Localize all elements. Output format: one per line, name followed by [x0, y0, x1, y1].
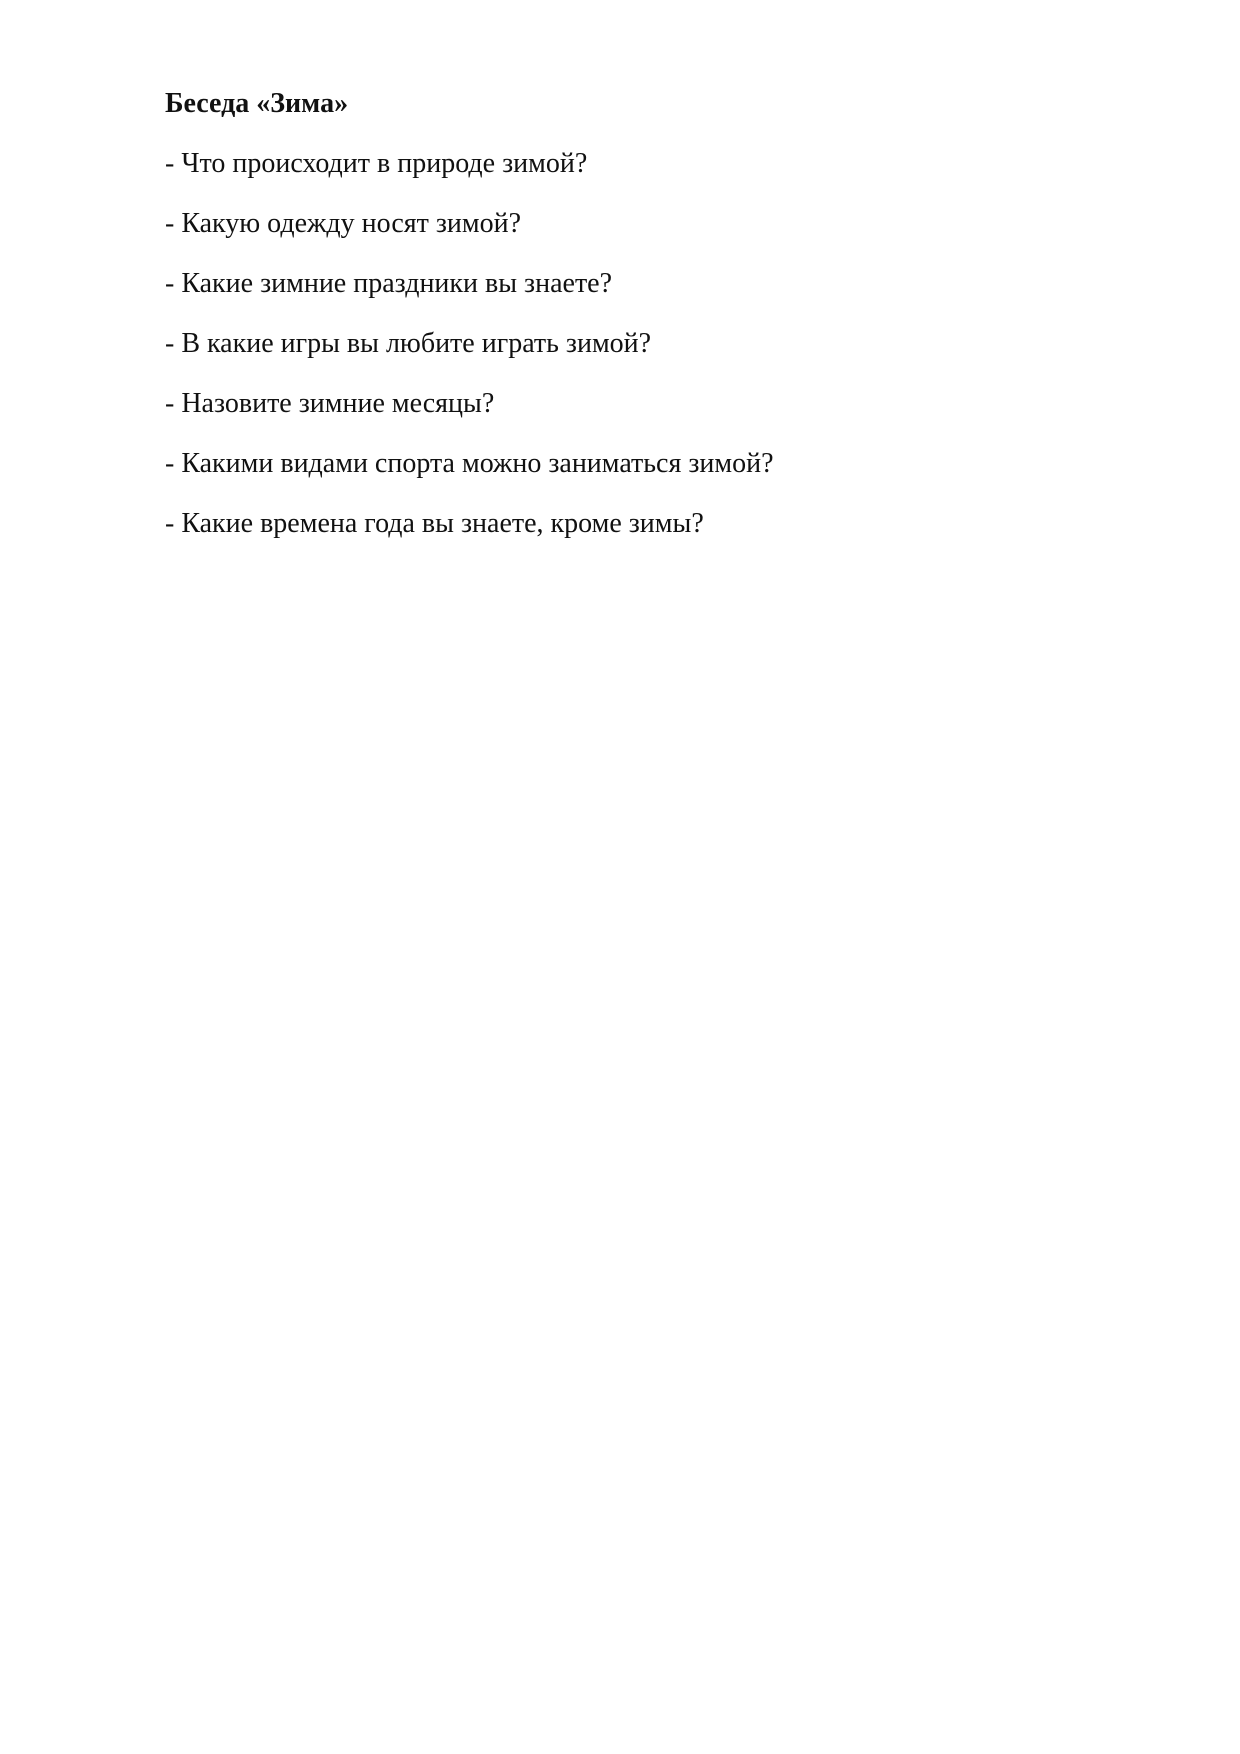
question-item: - Какими видами спорта можно заниматься зимой?: [165, 448, 774, 479]
question-item: - Какие зимние праздники вы знаете?: [165, 268, 613, 299]
question-item: - В какие игры вы любите играть зимой?: [165, 328, 652, 359]
question-list: [165, 146, 1125, 542]
question-item: - Назовите зимние месяцы?: [165, 388, 495, 419]
document-title: Беседа «Зима»: [165, 88, 349, 119]
document-content: [165, 86, 1125, 566]
question-item: - Какую одежду носят зимой?: [165, 208, 522, 239]
question-item: - Какие времена года вы знаете, кроме зимы?: [165, 508, 704, 539]
question-item: - Что происходит в природе зимой?: [165, 148, 588, 179]
